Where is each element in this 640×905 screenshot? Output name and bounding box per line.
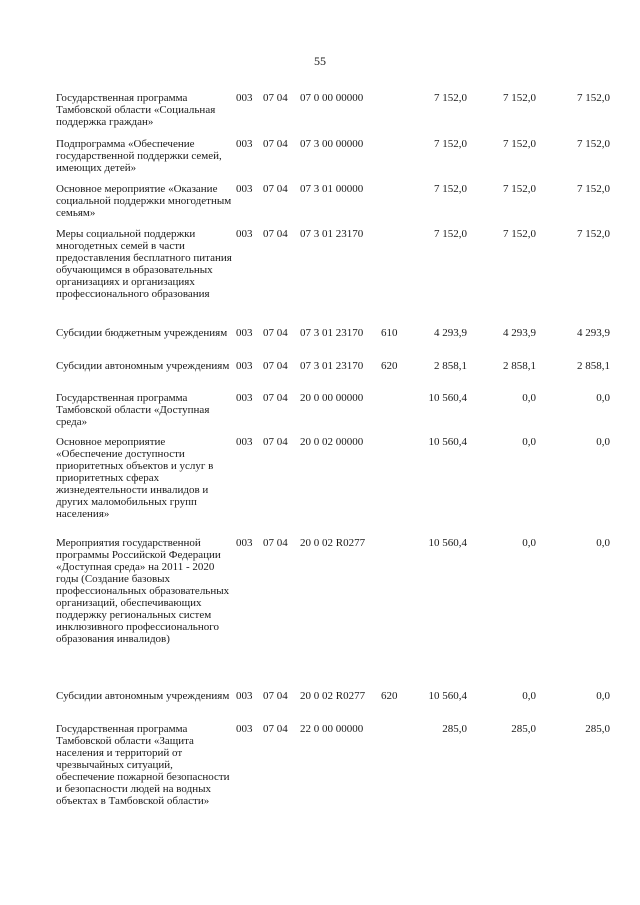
row-amount-3: 285,0 — [585, 723, 610, 735]
row-target-code: 07 0 00 00000 — [300, 92, 364, 104]
row-name: Субсидии бюджетным учреждениям — [56, 327, 228, 339]
row-amount-1: 7 152,0 — [434, 92, 467, 104]
row-amount-2: 0,0 — [522, 690, 536, 702]
row-name: Основное мероприятие «Оказание социальной поддержки многодетным семьям» — [56, 183, 232, 219]
row-name: Подпрограмма «Обеспечение государственной поддержки семей, имеющих детей» — [56, 138, 222, 174]
row-section-code: 07 04 — [263, 138, 288, 150]
row-section-code: 07 04 — [263, 92, 288, 104]
row-amount-3: 4 293,9 — [577, 327, 610, 339]
row-ved-code: 003 — [236, 92, 253, 104]
row-ved-code: 003 — [236, 723, 253, 735]
row-section-code: 07 04 — [263, 723, 288, 735]
row-amount-3: 7 152,0 — [577, 183, 610, 195]
row-name: Основное мероприятие «Обеспечение доступности приоритетных объектов и услуг в приоритетных сферах жизнедеятельности инвалидов и других маломобильных групп населения» — [56, 436, 214, 520]
row-ved-code: 003 — [236, 690, 253, 702]
row-amount-2: 2 858,1 — [503, 360, 536, 372]
row-amount-1: 10 560,4 — [428, 436, 467, 448]
row-expense-type: 620 — [381, 690, 398, 702]
row-ved-code: 003 — [236, 392, 253, 404]
row-target-code: 07 3 00 00000 — [300, 138, 364, 150]
row-expense-type: 620 — [381, 360, 398, 372]
row-amount-2: 7 152,0 — [503, 92, 536, 104]
row-section-code: 07 04 — [263, 690, 288, 702]
row-name: Мероприятия государственной программы Российской Федерации «Доступная среда» на 2011 - 2020 годы (Создание базовых профессиональных образовательных организаций, обеспечивающих поддержку региональных систем инклюзивного профессионального образования инвалидов) — [56, 537, 230, 645]
row-amount-1: 10 560,4 — [428, 392, 467, 404]
row-amount-1: 7 152,0 — [434, 228, 467, 240]
row-ved-code: 003 — [236, 436, 253, 448]
row-ved-code: 003 — [236, 537, 253, 549]
row-amount-2: 7 152,0 — [503, 138, 536, 150]
row-ved-code: 003 — [236, 360, 253, 372]
row-amount-2: 4 293,9 — [503, 327, 536, 339]
row-name: Государственная программа Тамбовской области «Защита населения и территорий от чрезвычайных ситуаций, обеспечение пожарной безопасности и безопасности людей на водных объектах в Тамбовской области» — [56, 723, 230, 807]
row-amount-3: 2 858,1 — [577, 360, 610, 372]
row-amount-1: 285,0 — [442, 723, 467, 735]
row-section-code: 07 04 — [263, 392, 288, 404]
row-target-code: 20 0 02 00000 — [300, 436, 364, 448]
row-target-code: 20 0 02 R0277 — [300, 537, 366, 549]
row-amount-3: 0,0 — [596, 436, 610, 448]
row-name: Государственная программа Тамбовской области «Социальная поддержка граждан» — [56, 92, 216, 128]
row-amount-2: 0,0 — [522, 436, 536, 448]
row-ved-code: 003 — [236, 327, 253, 339]
row-amount-3: 0,0 — [596, 690, 610, 702]
row-target-code: 20 0 00 00000 — [300, 392, 364, 404]
row-target-code: 20 0 02 R0277 — [300, 690, 366, 702]
row-section-code: 07 04 — [263, 228, 288, 240]
row-target-code: 07 3 01 23170 — [300, 327, 364, 339]
row-amount-1: 7 152,0 — [434, 138, 467, 150]
page-number: 55 — [314, 54, 326, 68]
row-amount-1: 7 152,0 — [434, 183, 467, 195]
row-name: Субсидии автономным учреждениям — [56, 360, 230, 372]
row-name: Субсидии автономным учреждениям — [56, 690, 230, 702]
row-amount-3: 7 152,0 — [577, 92, 610, 104]
row-target-code: 07 3 01 23170 — [300, 228, 364, 240]
row-section-code: 07 04 — [263, 537, 288, 549]
row-amount-3: 0,0 — [596, 392, 610, 404]
row-amount-2: 7 152,0 — [503, 228, 536, 240]
row-amount-1: 4 293,9 — [434, 327, 467, 339]
row-amount-3: 0,0 — [596, 537, 610, 549]
row-amount-3: 7 152,0 — [577, 138, 610, 150]
row-target-code: 07 3 01 00000 — [300, 183, 364, 195]
row-amount-2: 285,0 — [511, 723, 536, 735]
row-amount-1: 2 858,1 — [434, 360, 467, 372]
row-ved-code: 003 — [236, 183, 253, 195]
row-expense-type: 610 — [381, 327, 398, 339]
row-section-code: 07 04 — [263, 436, 288, 448]
row-section-code: 07 04 — [263, 183, 288, 195]
row-target-code: 07 3 01 23170 — [300, 360, 364, 372]
row-name: Меры социальной поддержки многодетных семей в части предоставления бесплатного питания обучающимся в образовательных организациях и организациях профессионального образования — [56, 228, 232, 300]
row-amount-2: 7 152,0 — [503, 183, 536, 195]
row-target-code: 22 0 00 00000 — [300, 723, 364, 735]
row-amount-2: 0,0 — [522, 537, 536, 549]
row-amount-1: 10 560,4 — [428, 537, 467, 549]
row-amount-1: 10 560,4 — [428, 690, 467, 702]
row-section-code: 07 04 — [263, 327, 288, 339]
row-amount-3: 7 152,0 — [577, 228, 610, 240]
row-section-code: 07 04 — [263, 360, 288, 372]
row-name: Государственная программа Тамбовской области «Доступная среда» — [56, 392, 210, 428]
row-amount-2: 0,0 — [522, 392, 536, 404]
row-ved-code: 003 — [236, 138, 253, 150]
row-ved-code: 003 — [236, 228, 253, 240]
